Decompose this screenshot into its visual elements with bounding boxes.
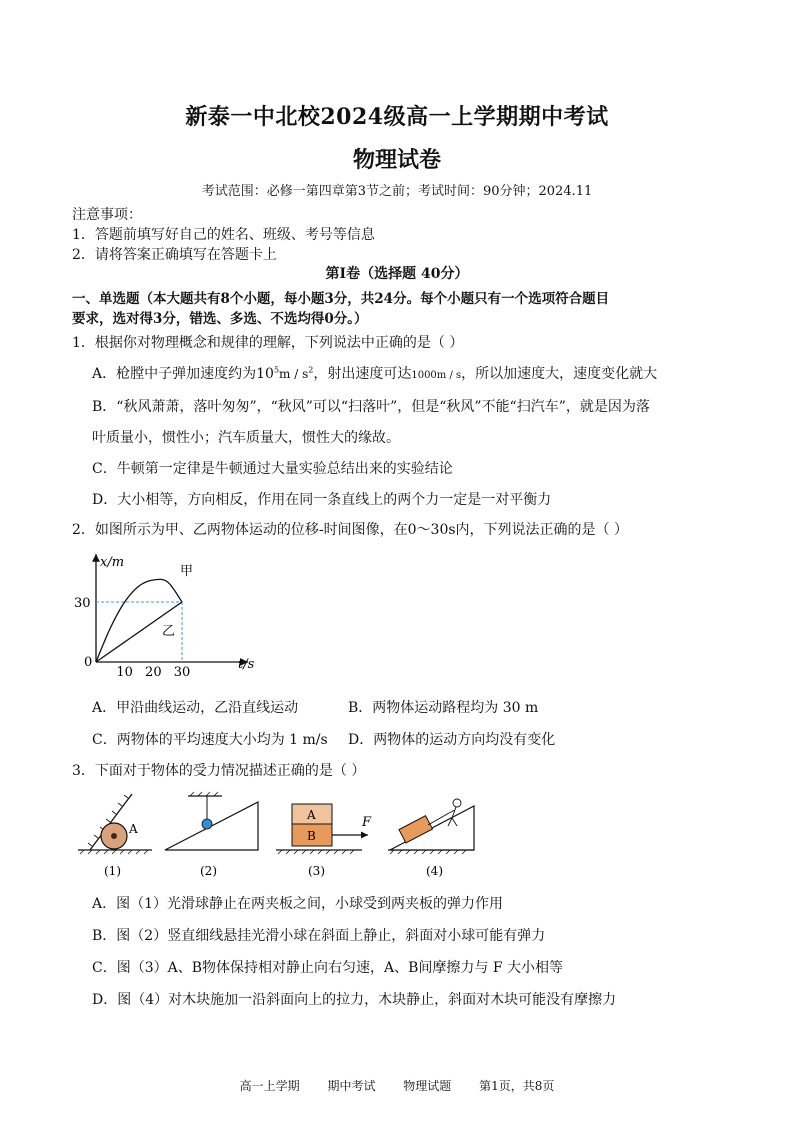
origin-label: 0 bbox=[84, 655, 93, 670]
q2-stem: 2．如图所示为甲、乙两物体运动的位移-时间图像，在0～30s内，下列说法正确的是（ ） bbox=[72, 522, 628, 538]
q3-figures bbox=[70, 788, 490, 880]
small-ball-icon bbox=[202, 819, 212, 829]
notes-heading: 注意事项： bbox=[72, 207, 142, 223]
fig3-caption: (3) bbox=[308, 864, 325, 878]
q1-a-prefix: A．枪膛中子弹加速度约为10 bbox=[92, 366, 274, 382]
fig3-label-a: A bbox=[307, 808, 316, 822]
q1-a-unit: m / s bbox=[279, 367, 309, 381]
footer-exam: 期中考试 bbox=[327, 1079, 376, 1093]
x-axis-label: t/s bbox=[238, 657, 255, 672]
figure-2 bbox=[165, 792, 258, 878]
fig3-label-b: B bbox=[307, 829, 316, 843]
exam-subtitle: 物理试卷 bbox=[352, 147, 441, 173]
fig4-caption: (4) bbox=[426, 864, 443, 878]
label-jia: 甲 bbox=[180, 564, 194, 579]
x-tick-20: 20 bbox=[145, 665, 162, 678]
q1-option-d: D．大小相等，方向相反，作用在同一条直线上的两个力一定是一对平衡力 bbox=[92, 492, 552, 508]
q1-stem: 1．根据你对物理概念和规律的理解，下列说法中正确的是（ ） bbox=[72, 335, 464, 351]
q1-a-suffix: ，所以加速度大，速度变化就大 bbox=[461, 366, 658, 382]
notes-item-2: 2．请将答案正确填写在答题卡上 bbox=[72, 247, 277, 263]
notes-item-1: 1．答题前填写好自己的姓名、班级、考号等信息 bbox=[72, 227, 375, 243]
fig1-caption: (1) bbox=[104, 864, 121, 878]
q3-option-c: C．图（3）A、B物体保持相对静止向右匀速，A、B间摩擦力与 F 大小相等 bbox=[92, 960, 564, 976]
q2-option-b: B．两物体运动路程均为 30 m bbox=[348, 700, 539, 716]
q2-option-c: C．两物体的平均速度大小均为 1 m/s bbox=[92, 732, 328, 748]
q1-a-exp2: 2 bbox=[308, 365, 314, 375]
fig3-label-f: F bbox=[362, 815, 372, 830]
q2-graph bbox=[70, 548, 270, 678]
q3-figures-svg bbox=[70, 788, 490, 880]
section-title: 第Ⅰ卷（选择题 40分） bbox=[325, 266, 469, 282]
exam-meta: 考试范围：必修一第四章第3节之前；考试时间：90分钟；2024.11 bbox=[201, 184, 593, 199]
q1-option-b-line1: B．“秋风萧萧，落叶匆匆”，“秋风”可以“扫落叶”，但是“秋风”不能“扫汽车”，就是因为落 bbox=[92, 399, 650, 415]
q2-option-a: A．甲沿曲线运动，乙沿直线运动 bbox=[92, 700, 299, 716]
fig2-caption: (2) bbox=[200, 864, 217, 878]
section-instructions-1: 一、单选题（本大题共有8个小题，每小题3分，共24分。每个小题只有一个选项符合题目 bbox=[72, 291, 610, 307]
y-tick-30: 30 bbox=[74, 596, 91, 611]
figure-3 bbox=[276, 804, 372, 878]
series-jia-line bbox=[96, 579, 182, 662]
figure-1 bbox=[78, 794, 152, 878]
q1-option-c: C．牛顿第一定律是牛顿通过大量实验总结出来的实验结论 bbox=[92, 461, 453, 477]
footer-subject: 物理试题 bbox=[403, 1079, 452, 1093]
y-axis-label: x/m bbox=[100, 555, 125, 570]
footer-term: 高一上学期 bbox=[239, 1079, 300, 1093]
x-tick-10: 10 bbox=[116, 665, 133, 678]
q1-a-speed: 1000m / s bbox=[411, 370, 462, 381]
q3-option-b: B．图（2）竖直细线悬挂光滑小球在斜面上静止，斜面对小球可能有弹力 bbox=[92, 928, 546, 944]
q3-option-d: D．图（4）对木块施加一沿斜面向上的拉力，木块静止，斜面对木块可能没有摩擦力 bbox=[92, 992, 617, 1008]
q1-a-exp: 5 bbox=[273, 365, 280, 375]
footer-page: 第1页，共8页 bbox=[479, 1079, 555, 1093]
q1-option-b-line2: 叶质量小，惯性小；汽车质量大，惯性大的缘故。 bbox=[92, 430, 400, 446]
page-footer bbox=[0, 1077, 794, 1094]
person-icon bbox=[453, 799, 461, 807]
q1-option-a bbox=[92, 363, 657, 383]
figure-4 bbox=[388, 799, 474, 878]
q1-a-mid: ，射出速度可达 bbox=[313, 366, 412, 382]
label-yi: 乙 bbox=[162, 624, 176, 639]
x-tick-30: 30 bbox=[173, 665, 191, 678]
q3-option-a: A．图（1）光滑球静止在两夹板之间，小球受到两夹板的弹力作用 bbox=[92, 896, 504, 912]
q2-option-d: D．两物体的运动方向均没有变化 bbox=[348, 732, 556, 748]
fig1-label-a: A bbox=[129, 822, 138, 836]
exam-title: 新泰一中北校2024级高一上学期期中考试 bbox=[185, 104, 609, 130]
q2-graph-svg bbox=[70, 548, 270, 678]
q3-stem: 3．下面对于物体的受力情况描述正确的是（ ） bbox=[72, 763, 366, 779]
section-instructions-2: 要求，选对得3分，错选、多选、不选均得0分。） bbox=[72, 311, 368, 327]
